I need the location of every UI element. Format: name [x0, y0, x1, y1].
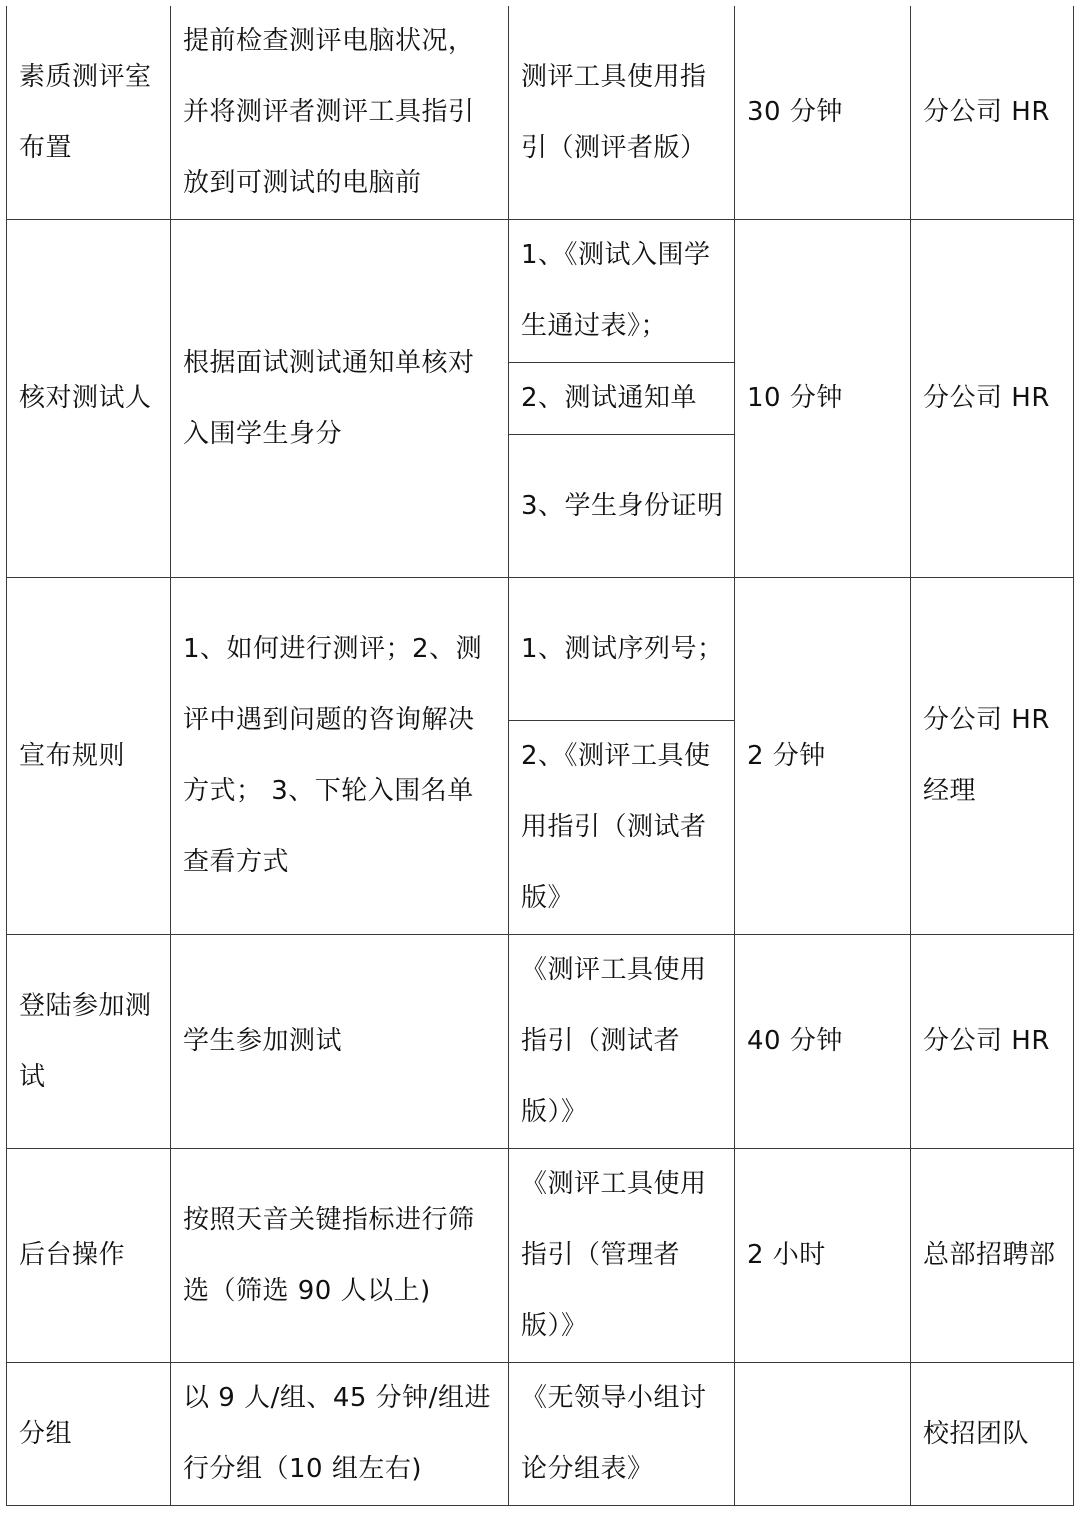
item-cell: 核对测试人 [7, 220, 171, 578]
item-cell: 宣布规则 [7, 578, 171, 935]
materials-cell: 1、《测试入围学生通过表》； [509, 220, 735, 363]
content-cell: 学生参加测试 [171, 935, 509, 1149]
item-cell: 分组 [7, 1363, 171, 1506]
content-cell: 1、如何进行测评；2、测评中遇到问题的咨询解决方式； 3、下轮入围名单查看方式 [171, 578, 509, 935]
table-row [7, 578, 1074, 721]
materials-cell: 《测评工具使用指引（管理者版）》 [509, 1149, 735, 1363]
duration-cell: 2 分钟 [735, 578, 911, 935]
duration-cell: 40 分钟 [735, 935, 911, 1149]
owner-cell: 校招团队 [911, 1363, 1074, 1506]
duration-cell: 10 分钟 [735, 220, 911, 578]
content-cell: 根据面试测试通知单核对入围学生身分 [171, 220, 509, 578]
materials-cell: 《测评工具使用指引（测试者版）》 [509, 935, 735, 1149]
materials-cell: 《无领导小组讨论分组表》 [509, 1363, 735, 1506]
owner-cell: 分公司 HR [911, 935, 1074, 1149]
duration-cell: 30 分钟 [735, 6, 911, 220]
duration-cell [735, 1363, 911, 1506]
table-row [7, 935, 1074, 1149]
owner-cell: 分公司 HR [911, 220, 1074, 578]
materials-cell: 2、《测评工具使用指引（测试者版》 [509, 721, 735, 935]
owner-cell: 分公司 HR 经理 [911, 578, 1074, 935]
item-cell: 素质测评室布置 [7, 6, 171, 220]
materials-cell: 3、学生身份证明 [509, 435, 735, 578]
materials-cell: 测评工具使用指引（测评者版） [509, 6, 735, 220]
table-row [7, 220, 1074, 363]
content-cell: 提前检查测评电脑状况，并将测评者测评工具指引放到可测试的电脑前 [171, 6, 509, 220]
item-cell: 后台操作 [7, 1149, 171, 1363]
table-row [7, 1363, 1074, 1506]
table-row [7, 6, 1074, 220]
owner-cell: 分公司 HR [911, 6, 1074, 220]
table-row [7, 1149, 1074, 1363]
owner-cell: 总部招聘部 [911, 1149, 1074, 1363]
item-cell: 登陆参加测试 [7, 935, 171, 1149]
content-cell: 以 9 人/组、45 分钟/组进行分组（10 组左右) [171, 1363, 509, 1506]
content-cell: 按照天音关键指标进行筛选（筛选 90 人以上) [171, 1149, 509, 1363]
schedule-table [6, 6, 1074, 1506]
materials-cell: 1、测试序列号； [509, 578, 735, 721]
duration-cell: 2 小时 [735, 1149, 911, 1363]
materials-cell: 2、测试通知单 [509, 363, 735, 435]
